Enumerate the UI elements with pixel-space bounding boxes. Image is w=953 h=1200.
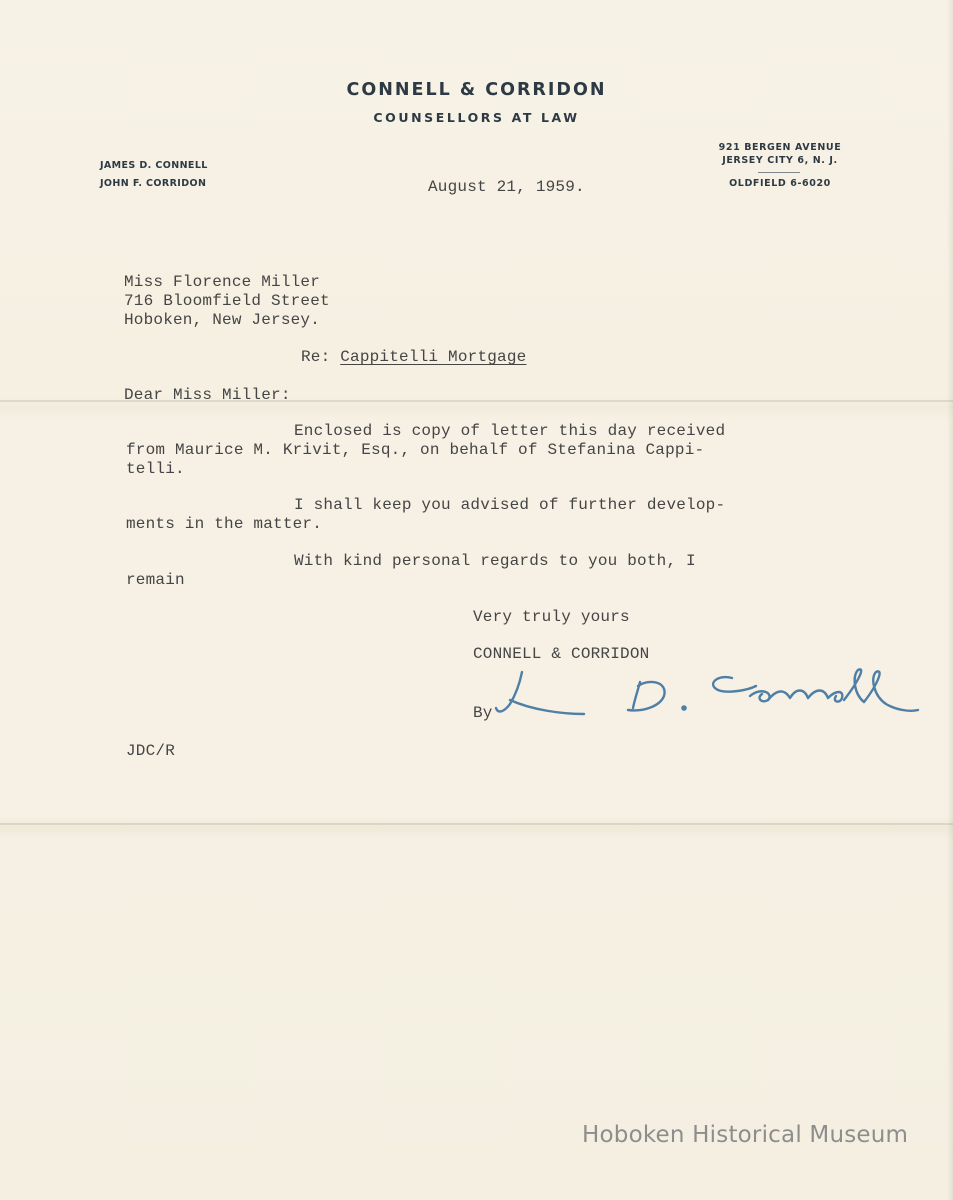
- museum-watermark: Hoboken Historical Museum: [582, 1122, 909, 1148]
- recipient-street: 716 Bloomfield Street: [124, 292, 330, 310]
- firm-tagline: COUNSELLORS AT LAW: [373, 110, 580, 125]
- subject-title: Cappitelli Mortgage: [340, 348, 527, 366]
- paragraph-line: With kind personal regards to you both, I: [294, 552, 696, 570]
- partner-name: JOHN F. CORRIDON: [100, 178, 207, 189]
- paragraph-line: ments in the matter.: [126, 515, 323, 533]
- typist-initials: JDC/R: [126, 742, 176, 760]
- subject-prefix: Re:: [301, 348, 341, 366]
- paper-fold-lower: [0, 823, 953, 825]
- paragraph-line: I shall keep you advised of further develop-: [294, 496, 726, 514]
- partner-name: JAMES D. CONNELL: [100, 160, 208, 171]
- complimentary-close: Very truly yours: [473, 608, 630, 626]
- letter-date: August 21, 1959.: [428, 178, 585, 196]
- address-city: JERSEY CITY 6, N. J.: [722, 155, 838, 166]
- recipient-city: Hoboken, New Jersey.: [124, 311, 321, 329]
- paper-edge-shadow: [947, 0, 953, 1200]
- address-street: 921 BERGEN AVENUE: [718, 142, 842, 153]
- paragraph-line: from Maurice M. Krivit, Esq., on behalf of Stefanina Cappi-: [126, 441, 705, 459]
- salutation: Dear Miss Miller:: [124, 386, 291, 404]
- subject-line: [301, 348, 526, 367]
- by-label: By: [473, 704, 493, 722]
- paragraph-line: remain: [126, 571, 185, 589]
- handwritten-signature: [492, 656, 932, 736]
- firm-name: CONNELL & CORRIDON: [346, 80, 607, 100]
- paragraph-line: telli.: [126, 460, 185, 478]
- recipient-name: Miss Florence Miller: [124, 273, 321, 291]
- signature-firm: CONNELL & CORRIDON: [473, 645, 650, 663]
- address-divider: [758, 172, 800, 173]
- paragraph-line: Enclosed is copy of letter this day received: [294, 422, 726, 440]
- phone-exchange: OLDFIELD 6-6020: [729, 178, 831, 189]
